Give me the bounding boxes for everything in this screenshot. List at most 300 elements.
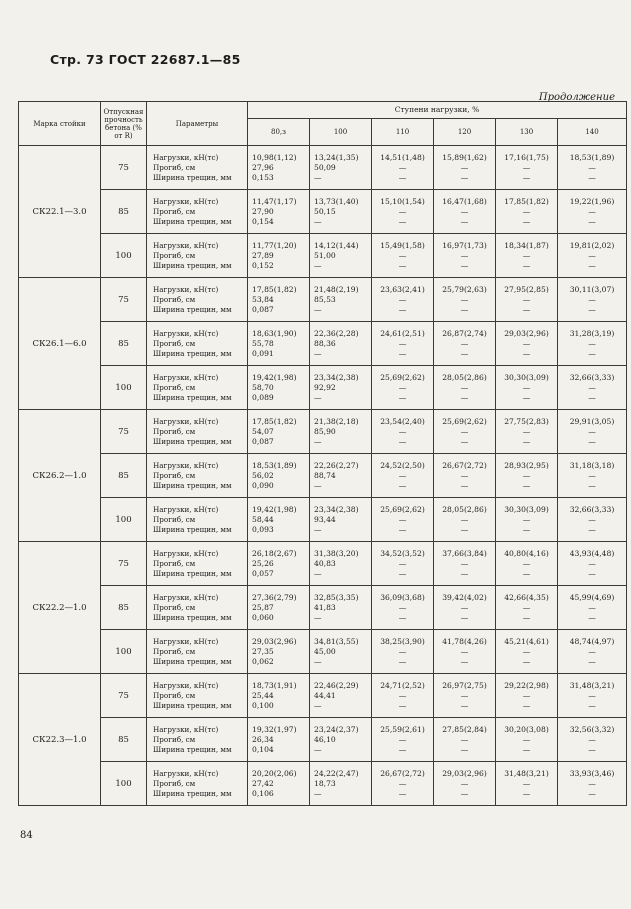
value-line: 0,087 (252, 436, 274, 446)
value-line: 88,74 (314, 470, 336, 480)
dash: — (398, 602, 407, 612)
dash: — (522, 744, 531, 754)
dash: — (588, 744, 596, 754)
dash: — (588, 382, 596, 392)
value-cell (372, 498, 434, 542)
dash: — (588, 778, 596, 788)
value-cell (558, 718, 627, 762)
value-cell (496, 454, 558, 498)
dash: — (522, 524, 531, 534)
dash: — (398, 172, 407, 182)
mark-cell: СК22.2—1.0 (19, 542, 101, 674)
dash: — (588, 260, 596, 270)
value-cell (310, 630, 372, 674)
value-line: 21,38(2,18) (314, 416, 359, 426)
value-line: 0,090 (252, 480, 274, 490)
param-label: Прогиб, см (153, 294, 196, 304)
value-line: 0,057 (252, 568, 274, 578)
dash: — (460, 250, 469, 260)
param-label: Нагрузки, кН(тс) (153, 284, 219, 294)
value-cell (310, 498, 372, 542)
value-cell (496, 146, 558, 190)
dash: — (588, 524, 596, 534)
dash: — (588, 646, 596, 656)
strength-cell: 85 (101, 454, 147, 498)
dash: — (522, 436, 531, 446)
value-cell (310, 586, 372, 630)
strength-cell: 100 (101, 234, 147, 278)
table-row (19, 718, 627, 762)
value-line: — (314, 436, 322, 446)
table-row (19, 234, 627, 278)
value-cell (372, 234, 434, 278)
param-label: Ширина трещин, мм (153, 348, 232, 358)
value-cell (434, 146, 496, 190)
dash: — (398, 436, 407, 446)
dash: — (398, 216, 407, 226)
value-line: 24,22(2,47) (314, 768, 359, 778)
dash: — (398, 788, 407, 798)
value-line: — (314, 700, 322, 710)
value-line: 22,26(2,27) (314, 460, 359, 470)
param-label: Нагрузки, кН(тс) (153, 372, 219, 382)
value-line: 17,16(1,75) (504, 152, 549, 162)
table-row (19, 674, 627, 718)
table-row (19, 366, 627, 410)
dash: — (588, 700, 596, 710)
value-line: — (314, 656, 322, 666)
param-label: Прогиб, см (153, 206, 196, 216)
column-header-params: Параметры (147, 102, 248, 146)
column-header-level: 130 (496, 119, 558, 146)
value-cell (372, 454, 434, 498)
value-cell (434, 454, 496, 498)
param-label: Нагрузки, кН(тс) (153, 592, 219, 602)
value-line: 24,61(2,51) (380, 328, 425, 338)
dash: — (460, 162, 469, 172)
params-cell (147, 542, 248, 586)
value-line: 31,48(3,21) (504, 768, 549, 778)
value-line: 25,69(2,62) (380, 372, 425, 382)
param-label: Прогиб, см (153, 382, 196, 392)
dash: — (522, 348, 531, 358)
dash: — (522, 558, 531, 568)
value-line: 31,18(3,18) (569, 460, 615, 470)
param-label: Прогиб, см (153, 778, 196, 788)
param-label: Прогиб, см (153, 690, 196, 700)
dash: — (398, 480, 407, 490)
value-line: 54,07 (252, 426, 274, 436)
value-line: 45,21(4,61) (504, 636, 549, 646)
value-line: 0,093 (252, 524, 274, 534)
params-cell (147, 234, 248, 278)
value-cell (496, 498, 558, 542)
dash: — (398, 514, 407, 524)
dash: — (398, 612, 407, 622)
value-line: 15,10(1,54) (380, 196, 425, 206)
value-cell (372, 630, 434, 674)
value-line: 0,060 (252, 612, 274, 622)
value-line: 27,96 (252, 162, 274, 172)
dash: — (588, 392, 596, 402)
value-line: 29,03(2,96) (442, 768, 487, 778)
dash: — (588, 602, 596, 612)
dash: — (460, 778, 469, 788)
dash: — (460, 568, 469, 578)
value-line: 18,34(1,87) (504, 240, 549, 250)
dash: — (588, 612, 596, 622)
param-label: Ширина трещин, мм (153, 304, 232, 314)
page-header: Стр. 73 ГОСТ 22687.1—85 (50, 52, 241, 67)
params-cell (147, 630, 248, 674)
dash: — (522, 470, 531, 480)
param-label: Нагрузки, кН(тс) (153, 636, 219, 646)
value-cell (372, 278, 434, 322)
value-line: 16,97(1,73) (442, 240, 487, 250)
value-line: 25,87 (252, 602, 274, 612)
value-line: 32,56(3,32) (569, 724, 615, 734)
value-line: 0,104 (252, 744, 274, 754)
table-row (19, 498, 627, 542)
value-cell (558, 146, 627, 190)
dash: — (588, 338, 596, 348)
value-line: 26,67(2,72) (380, 768, 425, 778)
value-cell (372, 718, 434, 762)
param-label: Нагрузки, кН(тс) (153, 768, 219, 778)
dash: — (398, 382, 407, 392)
dash: — (588, 172, 596, 182)
value-line: 18,53(1,89) (569, 152, 615, 162)
value-cell (558, 630, 627, 674)
value-cell (434, 674, 496, 718)
params-cell (147, 762, 248, 806)
value-line: 19,32(1,97) (252, 724, 297, 734)
param-label: Ширина трещин, мм (153, 260, 232, 270)
dash: — (588, 558, 596, 568)
dash: — (398, 558, 407, 568)
dash: — (460, 558, 469, 568)
value-cell (496, 234, 558, 278)
dash: — (460, 514, 469, 524)
dash: — (588, 656, 596, 666)
value-cell (558, 586, 627, 630)
dash: — (522, 216, 531, 226)
value-cell (372, 586, 434, 630)
value-cell (558, 542, 627, 586)
mark-cell: СК22.3—1.0 (19, 674, 101, 806)
param-label: Прогиб, см (153, 558, 196, 568)
value-cell (496, 542, 558, 586)
param-label: Прогиб, см (153, 338, 196, 348)
param-label: Прогиб, см (153, 162, 196, 172)
value-line: 18,53(1,89) (252, 460, 297, 470)
value-line: 30,30(3,09) (504, 504, 549, 514)
param-label: Ширина трещин, мм (153, 612, 232, 622)
value-cell (434, 410, 496, 454)
params-cell (147, 410, 248, 454)
dash: — (588, 436, 596, 446)
value-cell (496, 586, 558, 630)
dash: — (460, 172, 469, 182)
value-cell (248, 542, 310, 586)
value-line: 32,66(3,33) (569, 372, 615, 382)
mark-cell: СК26.1—6.0 (19, 278, 101, 410)
param-label: Нагрузки, кН(тс) (153, 460, 219, 470)
dash: — (522, 172, 531, 182)
value-line: 50,09 (314, 162, 336, 172)
value-line: 30,30(3,09) (504, 372, 549, 382)
value-line: 27,42 (252, 778, 274, 788)
value-cell (496, 278, 558, 322)
param-label: Прогиб, см (153, 470, 196, 480)
dash: — (398, 524, 407, 534)
value-line: — (314, 216, 322, 226)
value-line: 43,93(4,48) (569, 548, 615, 558)
dash: — (522, 568, 531, 578)
value-cell (248, 190, 310, 234)
value-line: 32,66(3,33) (569, 504, 615, 514)
value-cell (248, 234, 310, 278)
dash: — (398, 656, 407, 666)
column-header-mark: Марка стойки (19, 102, 101, 146)
param-label: Нагрузки, кН(тс) (153, 680, 219, 690)
value-line: 25,69(2,62) (442, 416, 487, 426)
value-line: 28,05(2,86) (442, 504, 487, 514)
dash: — (460, 646, 469, 656)
value-cell (558, 190, 627, 234)
value-line: 25,44 (252, 690, 274, 700)
value-line: 15,49(1,58) (380, 240, 425, 250)
value-line: 37,66(3,84) (442, 548, 487, 558)
table-row (19, 410, 627, 454)
mark-cell: СК26.2—1.0 (19, 410, 101, 542)
dash: — (460, 788, 469, 798)
strength-cell: 75 (101, 146, 147, 190)
dash: — (522, 250, 531, 260)
dash: — (522, 260, 531, 270)
dash: — (460, 304, 469, 314)
value-line: 53,84 (252, 294, 274, 304)
value-cell (434, 542, 496, 586)
param-label: Ширина трещин, мм (153, 480, 232, 490)
dash: — (398, 304, 407, 314)
param-label: Нагрузки, кН(тс) (153, 504, 219, 514)
value-line: 30,11(3,07) (569, 284, 615, 294)
value-line: 14,12(1,44) (314, 240, 359, 250)
param-label: Прогиб, см (153, 514, 196, 524)
column-header-level: 120 (434, 119, 496, 146)
value-cell (310, 674, 372, 718)
dash: — (588, 426, 596, 436)
dash: — (398, 426, 407, 436)
dash: — (588, 250, 596, 260)
dash: — (588, 304, 596, 314)
value-line: — (314, 172, 322, 182)
value-line: 31,38(3,20) (314, 548, 359, 558)
value-line: 10,98(1,12) (252, 152, 297, 162)
table-row (19, 454, 627, 498)
params-cell (147, 146, 248, 190)
param-label: Нагрузки, кН(тс) (153, 416, 219, 426)
value-line: 23,54(2,40) (380, 416, 425, 426)
value-cell (372, 322, 434, 366)
dash: — (398, 690, 407, 700)
dash: — (522, 788, 531, 798)
dash: — (588, 470, 596, 480)
dash: — (460, 744, 469, 754)
value-line: — (314, 568, 322, 578)
value-line: 36,09(3,68) (380, 592, 425, 602)
value-cell (434, 586, 496, 630)
value-line: — (314, 260, 322, 270)
dash: — (460, 206, 469, 216)
value-line: — (314, 788, 322, 798)
value-line: 27,35 (252, 646, 274, 656)
dash: — (522, 294, 531, 304)
load-test-table (18, 101, 627, 806)
value-line: 0,089 (252, 392, 274, 402)
value-cell (434, 234, 496, 278)
value-cell (496, 674, 558, 718)
value-line: — (314, 480, 322, 490)
value-line: 26,18(2,67) (252, 548, 297, 558)
value-line: 27,90 (252, 206, 274, 216)
param-label: Ширина трещин, мм (153, 788, 232, 798)
value-cell (496, 410, 558, 454)
value-line: 19,81(2,02) (569, 240, 615, 250)
param-label: Ширина трещин, мм (153, 216, 232, 226)
value-cell (434, 190, 496, 234)
value-line: 18,73 (314, 778, 336, 788)
dash: — (588, 206, 596, 216)
value-cell (248, 498, 310, 542)
dash: — (460, 734, 469, 744)
dash: — (398, 744, 407, 754)
dash: — (588, 568, 596, 578)
value-line: 25,59(2,61) (380, 724, 425, 734)
dash: — (460, 348, 469, 358)
value-line: — (314, 744, 322, 754)
params-cell (147, 498, 248, 542)
dash: — (398, 348, 407, 358)
value-line: 19,42(1,98) (252, 372, 297, 382)
value-cell (310, 762, 372, 806)
value-line: 18,63(1,90) (252, 328, 297, 338)
dash: — (588, 216, 596, 226)
value-line: 25,69(2,62) (380, 504, 425, 514)
dash: — (398, 778, 407, 788)
value-line: 17,85(1,82) (252, 284, 297, 294)
value-line: 25,79(2,63) (442, 284, 487, 294)
value-cell (496, 762, 558, 806)
value-cell (558, 762, 627, 806)
value-line: 16,47(1,68) (442, 196, 487, 206)
params-cell (147, 454, 248, 498)
dash: — (522, 206, 531, 216)
table-row (19, 190, 627, 234)
value-cell (558, 234, 627, 278)
value-line: 0,087 (252, 304, 274, 314)
value-cell (310, 542, 372, 586)
value-line: 88,36 (314, 338, 336, 348)
value-line: 29,22(2,98) (504, 680, 549, 690)
param-label: Ширина трещин, мм (153, 524, 232, 534)
value-line: 27,85(2,84) (442, 724, 487, 734)
value-line: 50,15 (314, 206, 336, 216)
value-line: 27,95(2,85) (504, 284, 549, 294)
value-cell (372, 674, 434, 718)
strength-cell: 85 (101, 718, 147, 762)
dash: — (522, 480, 531, 490)
value-line: 23,24(2,37) (314, 724, 359, 734)
value-cell (248, 630, 310, 674)
value-line: 19,22(1,96) (569, 196, 615, 206)
value-cell (372, 146, 434, 190)
value-line: 55,78 (252, 338, 274, 348)
value-line: 24,52(2,50) (380, 460, 425, 470)
value-cell (496, 630, 558, 674)
dash: — (522, 734, 531, 744)
dash: — (398, 646, 407, 656)
strength-cell: 85 (101, 322, 147, 366)
value-line: 34,81(3,55) (314, 636, 359, 646)
strength-cell: 75 (101, 278, 147, 322)
value-line: 20,20(2,06) (252, 768, 297, 778)
value-line: 23,34(2,38) (314, 372, 359, 382)
value-line: 31,48(3,21) (569, 680, 615, 690)
value-cell (310, 322, 372, 366)
dash: — (460, 524, 469, 534)
value-cell (310, 278, 372, 322)
param-label: Ширина трещин, мм (153, 568, 232, 578)
value-cell (310, 190, 372, 234)
value-line: 22,46(2,29) (314, 680, 359, 690)
value-line: 13,73(1,40) (314, 196, 359, 206)
param-label: Ширина трещин, мм (153, 172, 232, 182)
value-cell (248, 410, 310, 454)
dash: — (522, 382, 531, 392)
dash: — (588, 734, 596, 744)
param-label: Прогиб, см (153, 250, 196, 260)
param-label: Нагрузки, кН(тс) (153, 196, 219, 206)
value-line: 15,89(1,62) (442, 152, 487, 162)
value-line: 41,83 (314, 602, 336, 612)
value-cell (248, 278, 310, 322)
value-cell (372, 410, 434, 454)
value-cell (434, 762, 496, 806)
params-cell (147, 190, 248, 234)
value-line: 32,85(3,35) (314, 592, 359, 602)
table-row (19, 586, 627, 630)
value-cell (434, 278, 496, 322)
dash: — (398, 250, 407, 260)
value-line: — (314, 304, 322, 314)
value-line: 18,73(1,91) (252, 680, 297, 690)
table-row (19, 146, 627, 190)
value-line: 27,75(2,83) (504, 416, 549, 426)
dash: — (398, 260, 407, 270)
dash: — (460, 426, 469, 436)
dash: — (522, 392, 531, 402)
page-number: 84 (20, 830, 33, 841)
value-line: 56,02 (252, 470, 274, 480)
continuation-label: Продолжение (538, 92, 615, 103)
dash: — (460, 338, 469, 348)
value-line: 23,63(2,41) (380, 284, 425, 294)
value-cell (248, 322, 310, 366)
value-cell (434, 498, 496, 542)
dash: — (460, 216, 469, 226)
